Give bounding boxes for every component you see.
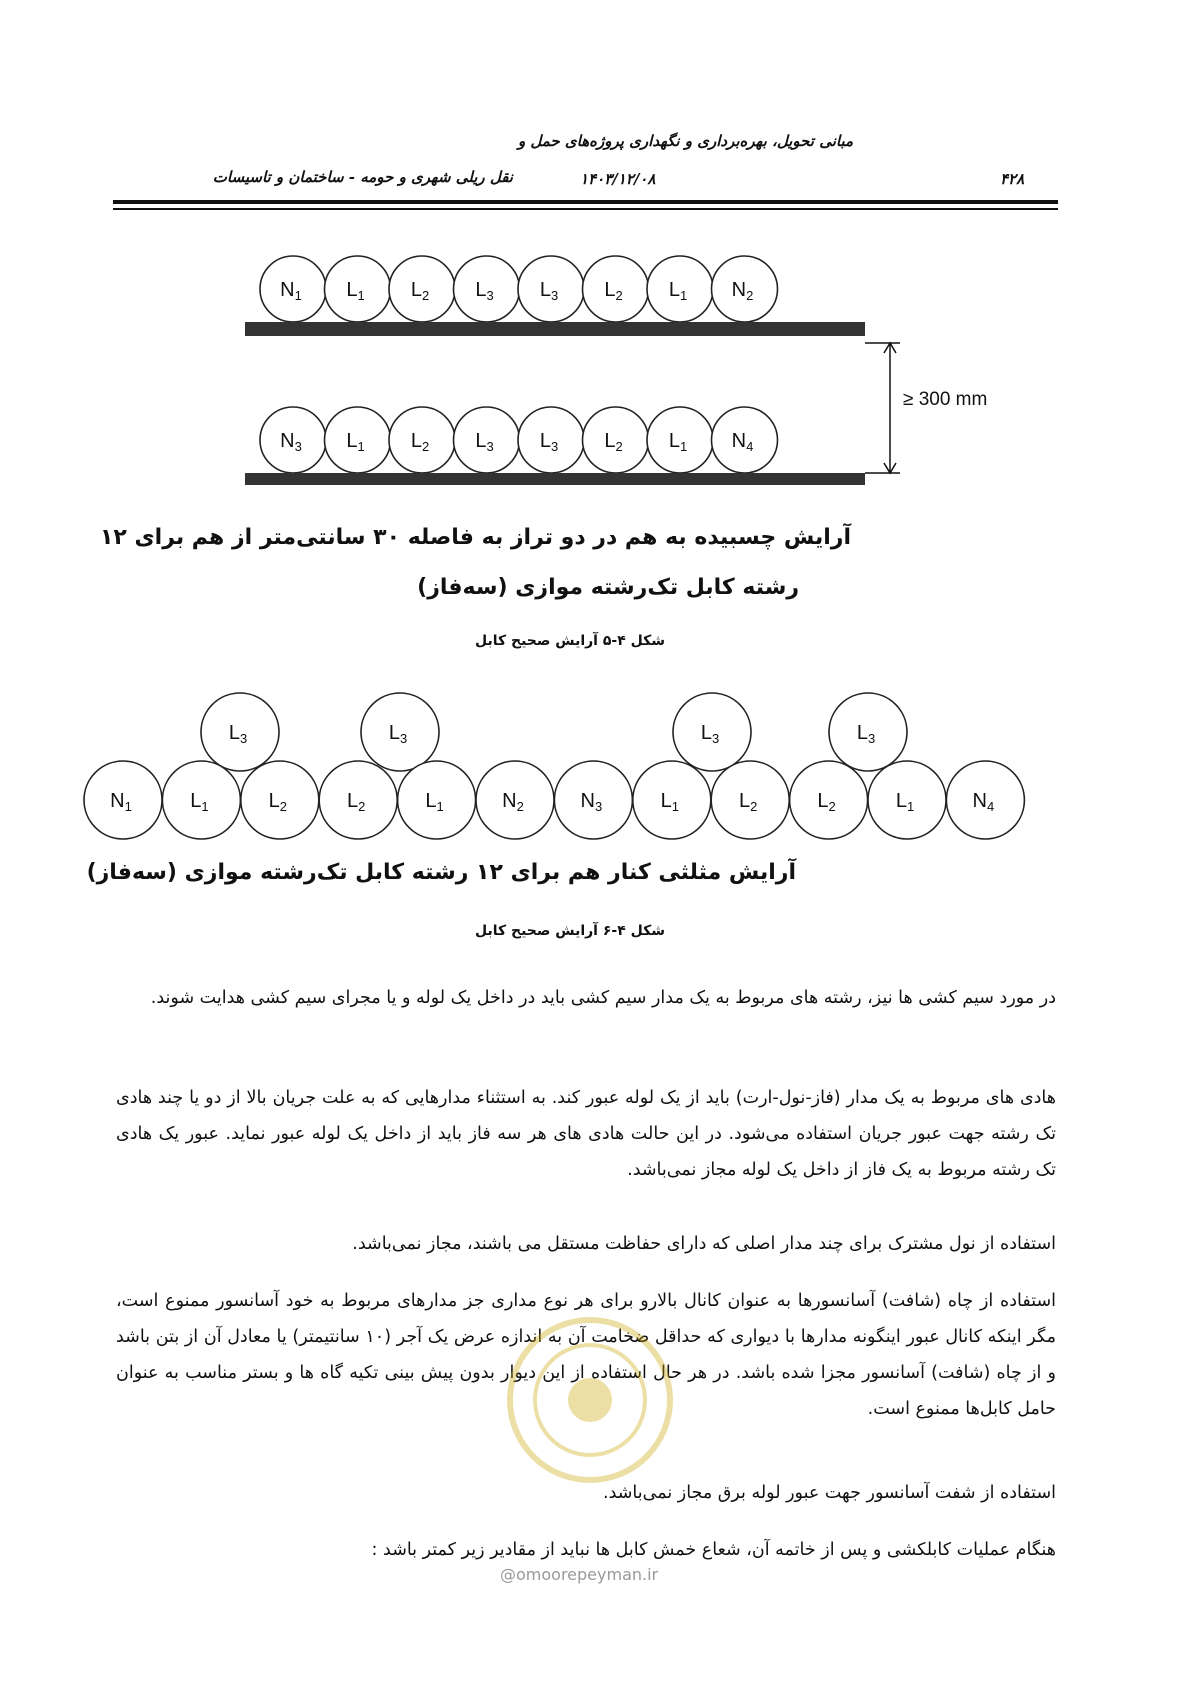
fig1-top-cable	[712, 256, 778, 322]
fig2-bottom-cable-label: $N_3$	[580, 790, 603, 814]
header-rule-thick	[113, 200, 1058, 204]
fig2-bottom-cable	[398, 761, 476, 839]
fig2-top-cable	[201, 693, 279, 771]
fig2-bottom-cable-label: $N_2$	[502, 790, 524, 814]
fig1-bottom-cable-label: $L_2$	[604, 430, 623, 454]
fig2-bottom-cable-label: $L_2$	[347, 790, 366, 814]
fig1-top-cable-label: $L_1$	[668, 279, 688, 303]
fig1-top-cable	[518, 256, 584, 322]
watermark-seal-icon	[500, 1310, 680, 1490]
cable-tray-bottom	[245, 473, 865, 485]
fig1-bottom-cable	[454, 407, 520, 473]
fig2-bottom-cable	[319, 761, 397, 839]
fig1-bottom-cable	[647, 407, 713, 473]
paragraph-5: استفاده از شفت آسانسور جهت عبور لوله برق مجاز نمی‌باشد.	[603, 1483, 1056, 1503]
figure1-diagram	[0, 245, 1191, 485]
paragraph-6: هنگام عملیات کابلکشی و پس از خاتمه آن، شعاع خمش کابل ها نباید از مقادیر زیر کمتر باشد :	[371, 1540, 1056, 1560]
header-date: ۱۴۰۳/۱۲/۰۸	[580, 170, 656, 188]
fig2-bottom-cable	[241, 761, 319, 839]
page-number: ۴۲۸	[1000, 170, 1025, 188]
fig2-bottom-cable-label: $L_2$	[268, 790, 287, 814]
fig1-top-cable-label: $L_2$	[604, 279, 623, 303]
fig2-bottom-cable	[84, 761, 162, 839]
fig1-bottom-cable	[260, 407, 326, 473]
watermark-text: @omoorepeyman.ir	[500, 1565, 659, 1584]
fig2-top-cable	[361, 693, 439, 771]
fig2-bottom-cable-label: $L_1$	[895, 790, 915, 814]
header-rule-thin	[113, 208, 1058, 210]
figure1-label: شکل ۴-۵ آرایش صحیح کابل	[474, 633, 666, 649]
fig2-bottom-cable	[711, 761, 789, 839]
figure1-caption-line2: رشته کابل تک‌رشته موازی (سه‌فاز)	[417, 575, 799, 600]
fig2-top-cable-label: $L_3$	[700, 722, 720, 746]
paragraph-1: در مورد سیم کشی ها نیز، رشته های مربوط به یک مدار سیم کشی باید در داخل یک لوله و یا مجرای سیم کشی هدایت شوند.	[150, 988, 1056, 1008]
fig2-bottom-cable	[946, 761, 1024, 839]
fig1-top-cable	[647, 256, 713, 322]
fig1-bottom-cable-label: $N_4$	[731, 430, 754, 454]
fig1-bottom-cable	[325, 407, 391, 473]
fig1-top-cable	[260, 256, 326, 322]
figure2-caption: آرایش مثلثی کنار هم برای ۱۲ رشته کابل تک‌رشته موازی (سه‌فاز)	[86, 860, 796, 885]
fig1-bottom-cable-label: $N_3$	[280, 430, 302, 454]
fig2-bottom-cable-label: $L_1$	[190, 790, 209, 814]
fig1-top-cable-label: $L_2$	[410, 279, 430, 303]
fig1-bottom-cable-label: $L_1$	[346, 430, 365, 454]
fig2-bottom-cable-label: $N_1$	[110, 790, 132, 814]
figure2-label: شکل ۴-۶ آرایش صحیح کابل	[474, 923, 666, 939]
fig2-bottom-cable-label: $L_2$	[739, 790, 758, 814]
fig1-bottom-cable-label: $L_1$	[668, 430, 688, 454]
fig2-bottom-cable-label: $L_1$	[425, 790, 444, 814]
fig2-bottom-cable	[162, 761, 240, 839]
dimension-arrow	[865, 343, 900, 473]
fig1-bottom-cable	[389, 407, 455, 473]
fig1-bottom-cable	[583, 407, 649, 473]
fig1-bottom-cable-label: $L_3$	[475, 430, 494, 454]
cable-tray-top	[245, 322, 865, 336]
fig2-bottom-cable	[554, 761, 632, 839]
dimension-label: ≥ 300 mm	[903, 389, 988, 410]
fig2-top-cable-label: $L_3$	[388, 722, 408, 746]
fig2-bottom-cable	[633, 761, 711, 839]
figure2-diagram	[0, 690, 1191, 850]
fig1-bottom-cable	[518, 407, 584, 473]
paragraph-3: استفاده از نول مشترک برای چند مدار اصلی که دارای حفاظت مستقل می باشند، مجاز نمی‌باشد.	[352, 1234, 1056, 1254]
fig1-bottom-cable	[712, 407, 778, 473]
fig2-top-cable-label: $L_3$	[228, 722, 248, 746]
fig1-bottom-cable-label: $L_2$	[410, 430, 430, 454]
fig1-top-cable-label: $N_1$	[280, 279, 302, 303]
header-title-line2: نقل ریلی شهری و حومه - ساختمان و تاسیسات	[212, 168, 513, 186]
fig1-top-cable	[325, 256, 391, 322]
fig2-bottom-cable-label: $N_4$	[972, 790, 995, 814]
paragraph-4: استفاده از چاه (شافت) آسانسورها به عنوان کانال بالارو برای هر نوع مداری جز مدارهای مربوط به خود آسانسور ممنوع است، مگر اینکه کانال عبور اینگونه مدارها با دیواری که حداقل ضخامت آن به اندازه عرض یک آجر (۱۰ سانتیمتر) یا معادل آن از بتن باشد و از چاه (شافت) آسانسور مجزا شده باشد. در هر حال استفاده از این دیوار بدون پیش بینی تکیه گاه ها و بستر مناسب به عنوان حامل کابل‌ها ممنوع است.	[116, 1291, 1056, 1419]
figure1-caption-line1: آرایش چسبیده به هم در دو تراز به فاصله ۳۰ سانتی‌متر از هم برای ۱۲	[99, 525, 851, 550]
fig1-top-cable-label: $L_3$	[539, 279, 559, 303]
fig2-bottom-cable	[790, 761, 868, 839]
fig2-bottom-cable-label: $L_2$	[817, 790, 836, 814]
fig1-top-cable-label: $L_3$	[475, 279, 494, 303]
fig1-top-cable-label: $L_1$	[346, 279, 365, 303]
fig2-bottom-cable-label: $L_1$	[660, 790, 679, 814]
fig1-bottom-cable-label: $L_3$	[539, 430, 559, 454]
fig1-top-cable	[583, 256, 649, 322]
fig2-top-cable	[673, 693, 751, 771]
fig2-bottom-cable	[868, 761, 946, 839]
header-title-line1: مبانی تحویل، بهره‌برداری و نگهداری پروژه‌های حمل و	[517, 132, 853, 150]
fig2-bottom-cable	[476, 761, 554, 839]
paragraph-2: هادی های مربوط به یک مدار (فاز-نول-ارت) باید از یک لوله عبور کند. به استثناء مدارهایی که به علت جریان بالا از دو یا چند هادی تک رشته جهت عبور جریان استفاده می‌شود. در این حالت هادی های هر سه فاز باید از داخل یک لوله عبور نماید. عبور یک هادی تک رشته مربوط به یک فاز از داخل یک لوله مجاز نمی‌باشد.	[116, 1088, 1056, 1180]
fig2-top-cable-label: $L_3$	[856, 722, 876, 746]
fig1-top-cable	[389, 256, 455, 322]
fig1-top-cable-label: $N_2$	[731, 279, 754, 303]
fig2-top-cable	[829, 693, 907, 771]
fig1-top-cable	[454, 256, 520, 322]
